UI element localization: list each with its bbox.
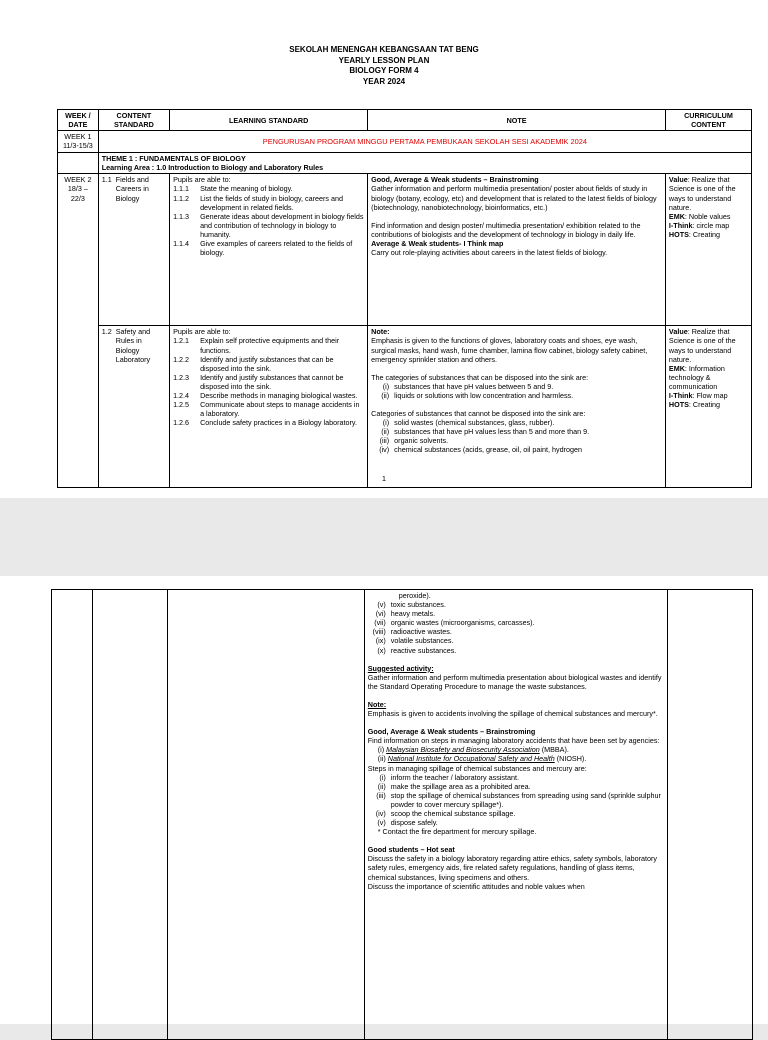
list-item: (ii) liquids or solutions with low concentration and harmless. (381, 390, 574, 400)
col-header-learning: LEARNING STANDARD (170, 110, 368, 131)
content-standard-1-1: 1.1 Fields and Careers in Biology (98, 174, 169, 326)
list-item: 1.2.4 Describe methods in managing biological wastes. (173, 391, 358, 401)
table-row (58, 326, 752, 488)
page-1 (0, 0, 768, 498)
list-item: (ii) substances that have pH values less than 5 and more than 9. (381, 427, 590, 437)
list-item: 1.1.1 State the meaning of biology. (173, 184, 293, 194)
list-item: (ii) National Institute for Occupational Safety and Health (NIOSH). (377, 754, 587, 764)
curriculum-1-1: Value: Realize that Science is one of the ways to understand nature. EMK: Noble values I-Think: circle map HOTS: Creating (665, 174, 751, 326)
list-item: (ii) make the spillage area as a prohibited area. (377, 781, 531, 791)
col-header-note: NOTE (368, 110, 666, 131)
theme-row (58, 153, 752, 174)
learning-standard-1-1: Pupils are able to: 1.1.1 State the meaning of biology. 1.1.2 List the fields of study in biology, careers and development in related fields. 1.1.3 Generate ideas about development in biology fields and contribution of technology in biology to humanity. 1.1.4 Give examples of careers related to the fields of biology. (170, 174, 368, 326)
col-header-week: WEEK / DATE (58, 110, 99, 131)
list-item: (i) substances that have pH values between 5 and 9. (382, 381, 554, 391)
note-1-2: Note: Emphasis is given to the functions of gloves, laboratory coats and shoes, eye wash, surgical masks, hand wash, fume chamber, lamina flow cabinet, biology safety cabinet, emergency sprinkler station and others. The categories of substances that can be disposed into the sink are: (i) substances that have pH values between 5 and 9. (ii) liquids or solutions with low concentration and harmless. Categories of substances that cannot be disposed into the sink are: (i) solid wastes (chemical substances, glass, rubber). (ii) substances that have pH values less than 5 and more than 9. (iii) organic solvents. (iv) chemical substances (acids, grease, oil, oil paint, hydrogen (368, 326, 666, 488)
table-row (52, 590, 753, 1040)
list-item: (x) reactive substances. (377, 645, 457, 655)
week1-row (58, 131, 752, 153)
week1-banner: PENGURUSAN PROGRAM MINGGU PERTAMA PEMBUKAAN SEKOLAH SESI AKADEMIK 2024 (98, 131, 751, 153)
col-header-curriculum: CURRICULUM CONTENT (665, 110, 751, 131)
list-item: (iii) stop the spillage of chemical substances from spreading using sand (sprinkle sulphur powder to cover mercury spillage*). (376, 790, 661, 809)
plan-title: YEARLY LESSON PLAN (338, 55, 430, 65)
list-item: 1.1.3 Generate ideas about development in biology fields and contribution of technology in biology to humanity. (173, 211, 364, 239)
list-item: 1.2.5 Communicate about steps to manage accidents in a laboratory. (173, 400, 360, 419)
list-item: 1.1.2 List the fields of study in biology, careers and development in related fields. (173, 193, 343, 212)
page-2 (0, 576, 768, 1024)
col-header-content: CONTENT STANDARD (98, 110, 169, 131)
list-item: (iv) chemical substances (acids, grease, oil, oil paint, hydrogen (379, 445, 582, 455)
list-item: (i) solid wastes (chemical substances, glass, rubber). (382, 418, 555, 428)
learning-standard-1-2: Pupils are able to: 1.2.1 Explain self protective equipments and their functions. 1.2.2 Identify and justify substances that can be disposed into the sink. 1.2.3 Identify and justify substances that cannot be disposed into the sink. 1.2.4 Describe methods in managing biological wastes. 1.2.5 Communicate about steps to manage accidents in a laboratory. 1.2.6 Conclude safety practices in a Biology laboratory. (170, 326, 368, 488)
week2-label: WEEK 2 (64, 175, 92, 185)
theme-title: THEME 1 : FUNDAMENTALS OF BIOLOGY (101, 154, 246, 164)
list-item: (i) Malaysian Biosafety and Biosecurity Association (MBBA). (377, 745, 569, 755)
list-item: 1.2.2 Identify and justify substances that can be disposed into the sink. (173, 354, 334, 373)
note-1-1: Good, Average & Weak students – Brainstroming Gather information and perform multimedia presentation/ poster about fields of study in biology (botany, ecology, etc) and development that is related to the latest fields of biology (biotechnology, nanobiotechnology, bioinformatics, etc.) Find information and design poster/ multimedia presentation/ exhibition related to the contributions of biologists and the development of technology in biology in daily life. Average & Weak students- I Think map Carry out role-playing activities about careers in the latest fields of biology. (368, 174, 666, 326)
curriculum-1-2: Value: Realize that Science is one of the ways to understand nature. EMK: Information technology & communication I-Think: Flow map HOTS: Creating (665, 326, 751, 488)
list-item: 1.2.1 Explain self protective equipments and their functions. (173, 336, 340, 355)
note-continued: peroxide). (v) toxic substances. (vi) heavy metals. (vii) organic wastes (microorganisms, carcasses). (viii) radioactive wastes. (ix) volatile substances. (x) reactive substances. Suggested activity: Gather information and perform multimedia presentation about biological wastes and identify the Standard Operating Procedure to manage the waste substances. Note: Emphasis is given to accidents involving the spillage of chemical substances and mercury*. Good, Average & Weak students – Brainstroming Find information on steps in managing laboratory accidents that have been set by agencies: (i) Malaysian Biosafety and Biosecurity Association (MBBA). (ii) National Institute for Occupational Safety and Health (NIOSH). Steps in managing spillage of chemical substances and mercury are: (i) inform the teacher / laboratory assistant. (ii) make the spillage area as a prohibited area. (iii) stop the spillage of chemical substances from spreading using sand (sprinkle sulphur powder to cover mercury spillage*). (iv) scoop the chemical substance spillage. (v) dispose safely. * Contact the fire department for mercury spillage. Good students – Hot seat Discuss the safety in a biology laboratory regarding attire ethics, safety symbols, laboratory safety rules, emergency aids, fire related safety regulations, handling of glass items, chemical substances, living specimens and others. Discuss the importance of scientific attitudes and noble values when (364, 590, 667, 1040)
page-number: 1 (381, 474, 387, 483)
school-name: SEKOLAH MENENGAH KEBANGSAAN TAT BENG (289, 45, 479, 54)
list-item: (i) inform the teacher / laboratory assistant. (379, 772, 520, 782)
list-item: (iv) scoop the chemical substance spillage. (375, 808, 516, 818)
document-header (0, 45, 768, 87)
list-item: (v) toxic substances. (377, 600, 446, 610)
week2-cell (58, 174, 99, 488)
table-row (58, 174, 752, 326)
list-item: 1.2.6 Conclude safety practices in a Biology laboratory. (173, 418, 357, 428)
week1-cell (58, 131, 99, 153)
list-item: (vi) heavy metals. (375, 609, 436, 619)
list-item: (viii) radioactive wastes. (372, 627, 452, 637)
lesson-plan-table-continued (51, 589, 753, 1040)
table-header-row (58, 110, 752, 131)
week2-date: 18/3 – 22/3 (67, 184, 88, 203)
week1-label: WEEK 1 (64, 132, 92, 142)
learning-area: Learning Area : 1.0 Introduction to Biology and Laboratory Rules (101, 163, 324, 173)
list-item: (v) dispose safely. (377, 818, 438, 828)
list-item: (ix) volatile substances. (375, 636, 454, 646)
list-item: 1.1.4 Give examples of careers related to the fields of biology. (173, 239, 353, 258)
subject-title: BIOLOGY FORM 4 (349, 66, 419, 75)
list-item: (iii) organic solvents. (379, 436, 449, 446)
list-item: (vii) organic wastes (microorganisms, carcasses). (374, 618, 535, 628)
week1-date: 11/3-15/3 (62, 141, 93, 151)
lesson-plan-table (57, 109, 752, 488)
year-title: YEAR 2024 (362, 76, 406, 86)
content-standard-1-2: 1.2 Safety and Rules in Biology Laboratory (98, 326, 169, 488)
theme-cell (98, 153, 751, 174)
list-item: 1.2.3 Identify and justify substances that cannot be disposed into the sink. (173, 372, 344, 391)
